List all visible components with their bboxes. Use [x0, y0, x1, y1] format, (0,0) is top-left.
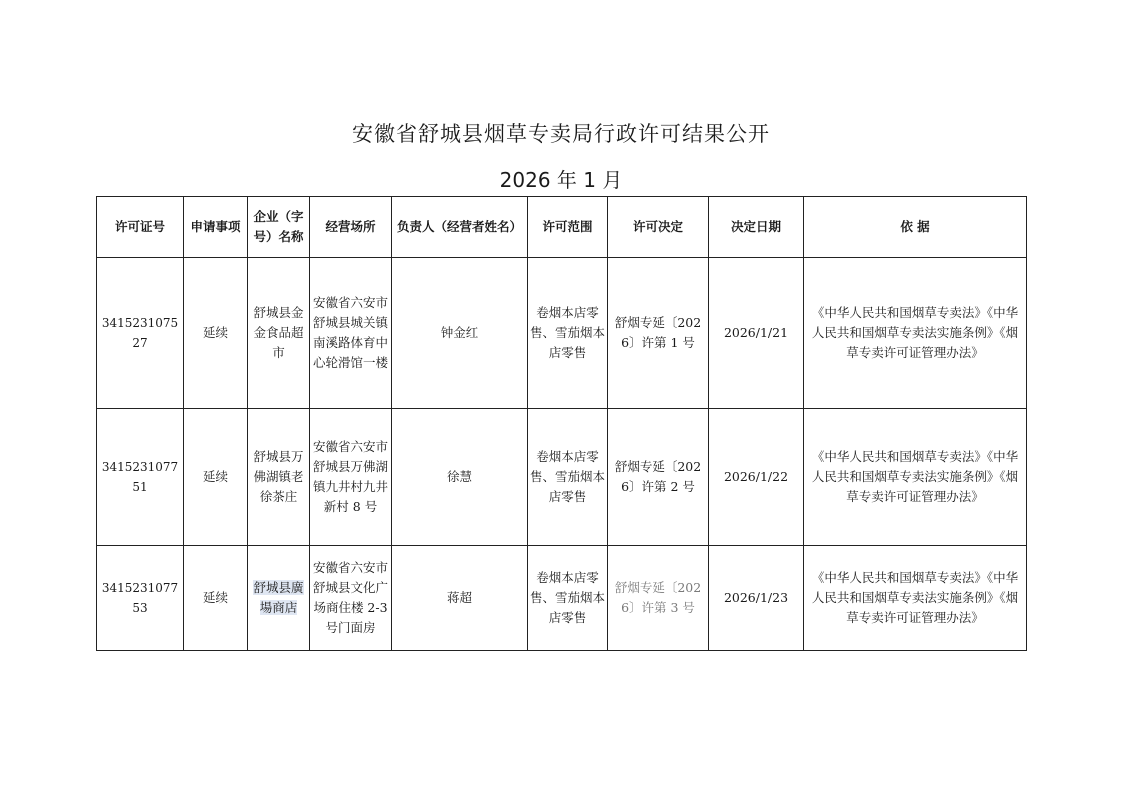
cell-license-no: 341523107751	[97, 409, 184, 546]
table-row	[97, 546, 1027, 651]
table-header-row	[97, 197, 1027, 258]
header-application: 申请事项	[184, 197, 248, 258]
table-row	[97, 258, 1027, 409]
cell-person: 蒋超	[392, 546, 528, 651]
header-license-no: 许可证号	[97, 197, 184, 258]
permit-results-table	[96, 196, 1027, 651]
header-scope: 许可范围	[528, 197, 608, 258]
cell-application: 延续	[184, 546, 248, 651]
cell-license-no: 341523107753	[97, 546, 184, 651]
table-row	[97, 409, 1027, 546]
cell-address: 安徽省六安市舒城县文化广场商住楼 2-3 号门面房	[310, 546, 392, 651]
page-title: 安徽省舒城县烟草专卖局行政许可结果公开	[352, 122, 770, 146]
cell-application: 延续	[184, 409, 248, 546]
cell-basis: 《中华人民共和国烟草专卖法》《中华人民共和国烟草专卖法实施条例》《烟草专卖许可证管理办法》	[804, 409, 1027, 546]
cell-basis: 《中华人民共和国烟草专卖法》《中华人民共和国烟草专卖法实施条例》《烟草专卖许可证管理办法》	[804, 546, 1027, 651]
cell-date: 2026/1/22	[709, 409, 804, 546]
header-decision: 许可决定	[608, 197, 709, 258]
cell-date: 2026/1/21	[709, 258, 804, 409]
cell-company: 舒城县金金食品超市	[248, 258, 310, 409]
cell-address: 安徽省六安市舒城县城关镇南溪路体育中心轮滑馆一楼	[310, 258, 392, 409]
cell-company: 舒城县万佛湖镇老徐茶庄	[248, 409, 310, 546]
page-subtitle-date: 2026 年 1 月	[499, 168, 623, 192]
cell-scope: 卷烟本店零售、雪茄烟本店零售	[528, 409, 608, 546]
cell-scope: 卷烟本店零售、雪茄烟本店零售	[528, 258, 608, 409]
cell-decision: 舒烟专延〔2026〕许第 3 号	[608, 546, 709, 651]
header-basis: 依 据	[804, 197, 1027, 258]
cell-date: 2026/1/23	[709, 546, 804, 651]
cell-license-no: 341523107527	[97, 258, 184, 409]
cell-person: 徐慧	[392, 409, 528, 546]
cell-scope: 卷烟本店零售、雪茄烟本店零售	[528, 546, 608, 651]
cell-address: 安徽省六安市舒城县万佛湖镇九井村九井新村 8 号	[310, 409, 392, 546]
cell-decision: 舒烟专延〔2026〕许第 1 号	[608, 258, 709, 409]
cell-company	[248, 546, 310, 651]
cell-basis: 《中华人民共和国烟草专卖法》《中华人民共和国烟草专卖法实施条例》《烟草专卖许可证管理办法》	[804, 258, 1027, 409]
header-date: 决定日期	[709, 197, 804, 258]
cell-company-highlighted-text: 舒城县廣場商店	[253, 580, 304, 615]
cell-decision: 舒烟专延〔2026〕许第 2 号	[608, 409, 709, 546]
cell-person: 钟金红	[392, 258, 528, 409]
cell-application: 延续	[184, 258, 248, 409]
header-address: 经营场所	[310, 197, 392, 258]
header-company: 企业（字号）名称	[248, 197, 310, 258]
header-person: 负责人（经营者姓名）	[392, 197, 528, 258]
